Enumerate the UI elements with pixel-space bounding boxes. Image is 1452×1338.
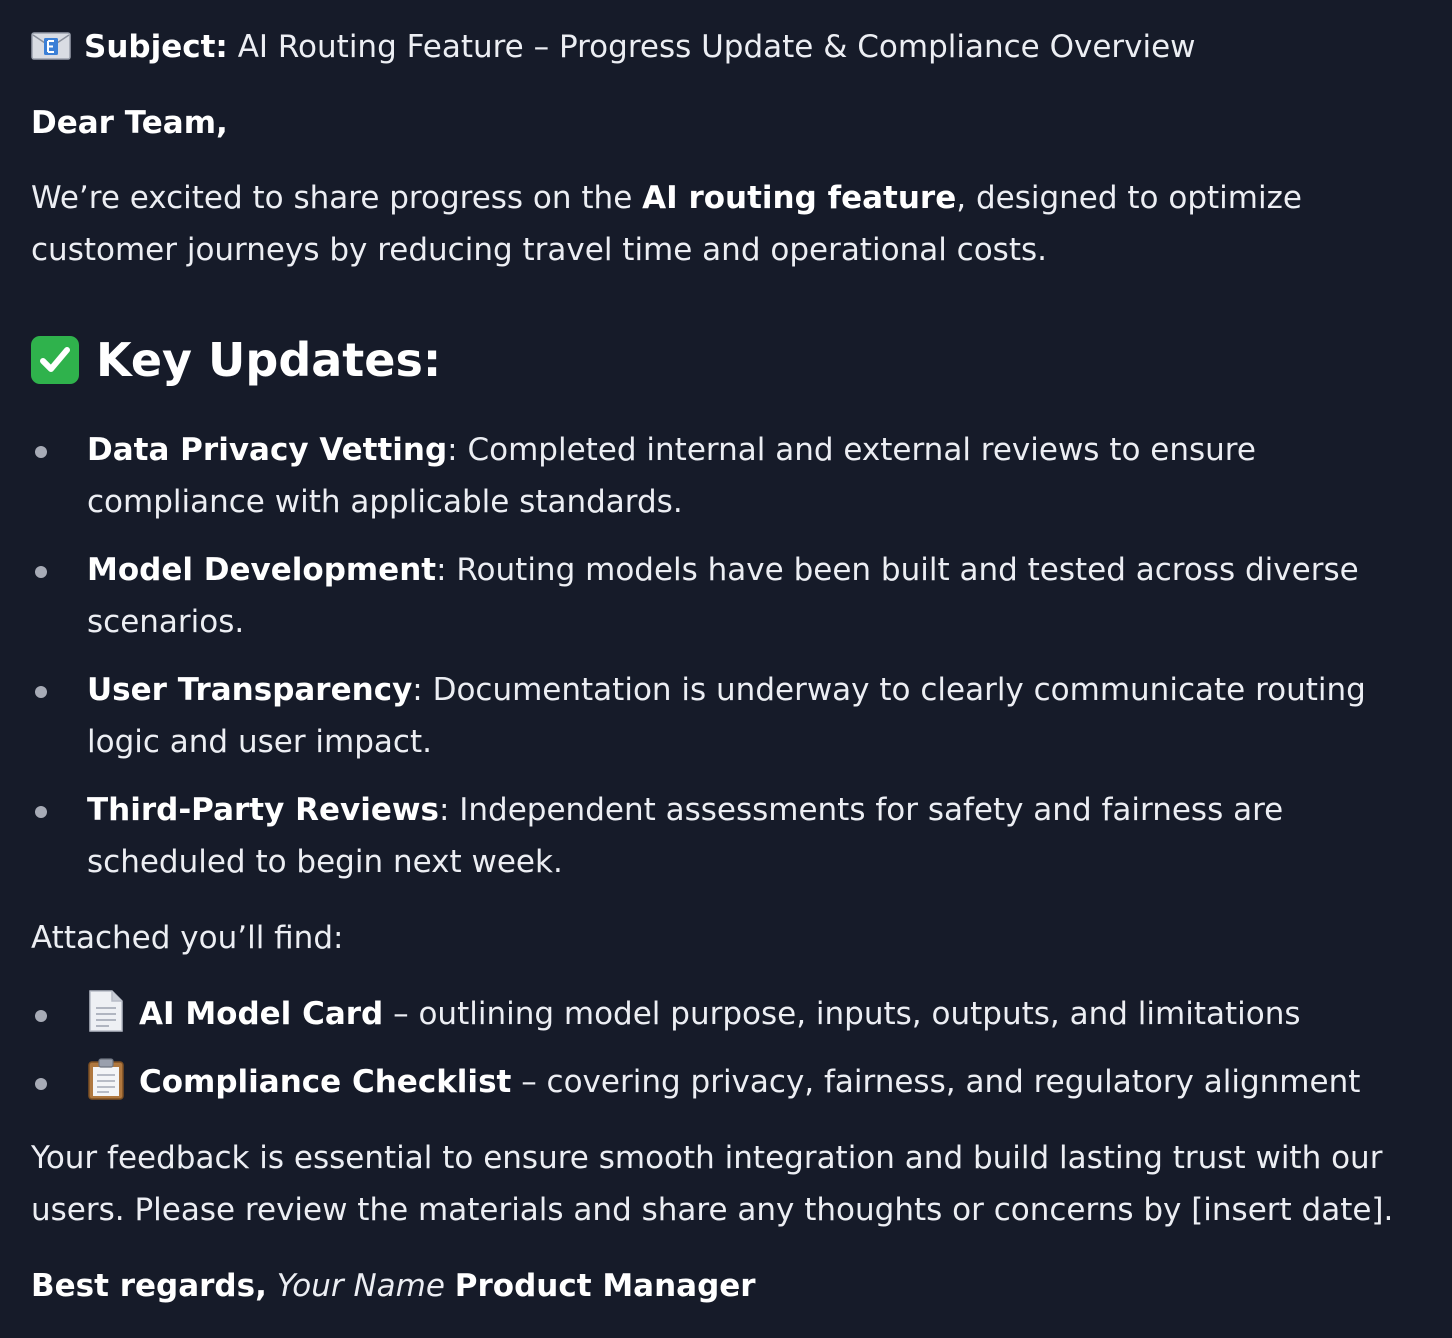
list-item (31, 784, 1426, 888)
intro-text-end: , designed to optimize customer journeys by reducing travel time and operational costs. (31, 180, 1302, 268)
signoff-regards: Best regards, (31, 1268, 267, 1304)
list-item (31, 1056, 1426, 1108)
greeting (31, 97, 228, 149)
update-title: Data Privacy Vetting (87, 432, 448, 468)
signoff-name: Your Name (276, 1268, 445, 1304)
bullet-icon (35, 446, 47, 458)
bullet-icon (35, 1010, 47, 1022)
attachment-text: – outlining model purpose, inputs, outputs, and limitations (383, 996, 1301, 1032)
update-text: : Completed internal and external reviews to ensure compliance with applicable standards. (87, 432, 1256, 520)
update-title: Model Development (87, 552, 437, 588)
intro-paragraph (31, 172, 1331, 276)
key-updates-list (31, 424, 1426, 904)
list-item (31, 424, 1426, 528)
clipboard-icon (87, 1058, 125, 1100)
list-item (31, 988, 1426, 1040)
key-updates-heading (31, 330, 441, 390)
bullet-icon (35, 686, 47, 698)
feedback-paragraph: Your feedback is essential to ensure smooth integration and build lasting trust with our users. Please review the materials and share any thoughts or concerns by [insert date]. (31, 1140, 1394, 1228)
update-text: : Routing models have been built and tested across diverse scenarios. (87, 552, 1359, 640)
email-icon (31, 24, 71, 52)
key-updates-heading-text: Key Updates: (96, 333, 442, 387)
intro-text-start: We’re excited to share progress on the (31, 180, 643, 216)
update-text: : Documentation is underway to clearly communicate routing logic and user impact. (87, 672, 1366, 760)
page-facing-up-icon (87, 990, 125, 1032)
subject-label: Subject: (84, 29, 228, 65)
list-item (31, 664, 1426, 768)
update-text: : Independent assessments for safety and fairness are scheduled to begin next week. (87, 792, 1284, 880)
check-mark-button-icon (31, 336, 79, 384)
signoff (31, 1260, 756, 1312)
bullet-icon (35, 1078, 47, 1090)
signoff-role: Product Manager (454, 1268, 756, 1304)
list-item (31, 544, 1426, 648)
bullet-icon (35, 806, 47, 818)
attachment-text: – covering privacy, fairness, and regulatory alignment (511, 1064, 1361, 1100)
attachment-title: Compliance Checklist (139, 1064, 512, 1100)
intro-feature-name: AI routing feature (642, 180, 957, 216)
subject-line (31, 21, 1196, 73)
attachments-list (31, 988, 1426, 1124)
bullet-icon (35, 566, 47, 578)
subject-text: AI Routing Feature – Progress Update & Compliance Overview (237, 29, 1196, 65)
greeting-text: Dear Team, (31, 105, 228, 141)
update-title: User Transparency (87, 672, 413, 708)
attached-label: Attached you’ll find: (31, 920, 344, 956)
attachment-title: AI Model Card (139, 996, 384, 1032)
update-title: Third-Party Reviews (87, 792, 439, 828)
